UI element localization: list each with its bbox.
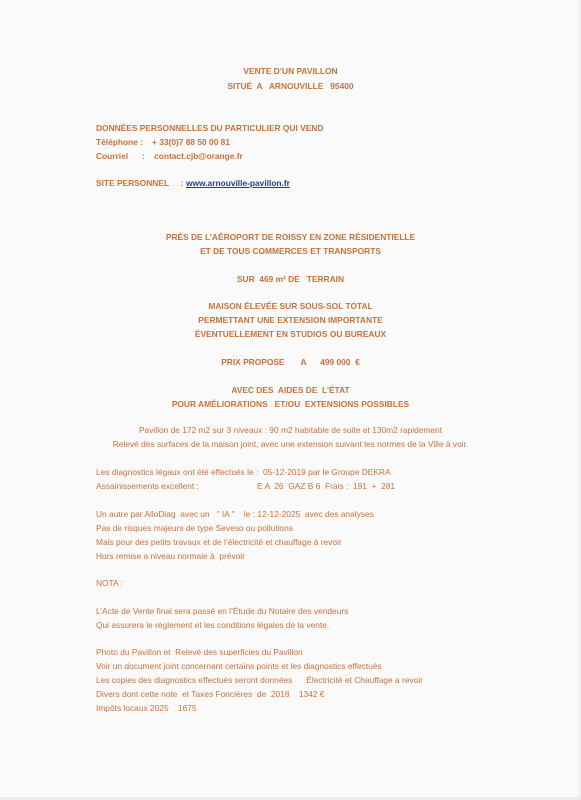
email-label: Courriel — [96, 151, 129, 161]
location-line-1: PRÈS DE L’AÉROPORT DE ROISSY EN ZONE RÉSIDENTIELLE — [165, 232, 416, 242]
phone-value: + 33(0)7 88 50 00 81 — [152, 137, 230, 147]
nota-line-1: L’Acte de Vente final sera passé en l’Étude du Notaire des vendeurs — [96, 606, 349, 616]
email-value: : contact.cjb@orange.fr — [142, 151, 243, 161]
nota-line-7: Impôts locaux 2025 1675 — [96, 703, 197, 713]
diagnostics-line-2: Assainissements excellent : E A 26 GAZ B 6 Frais : 191 + 281 — [96, 481, 396, 491]
house-line-3: ÉVENTUELLEMENT EN STUDIOS OU BUREAUX — [194, 329, 387, 339]
site-label: SITE PERSONNEL : — [96, 178, 184, 188]
nota-line-4: Voir un document joint concernant certains points et les diagnostics effectués — [96, 661, 382, 671]
pavillon-line-1: Pavillon de 172 m2 sur 3 niveaux : 90 m2 habitable de suite et 130m2 rapidement — [138, 425, 443, 435]
nota-line-3: Photo du Pavillon et Relevé des superficies du Pavillon — [96, 647, 303, 657]
house-line-1: MAISON ÉLEVÉE SUR SOUS-SOL TOTAL — [208, 301, 373, 311]
pavillon-line-2: Relevé des surfaces de la maison joint, avec une extension suivant les normes de la Ville à voir. — [112, 439, 469, 449]
phone-label: Téléphone : — [96, 137, 143, 147]
other-line-4: Hors remise a niveau normale à prévoir — [96, 551, 245, 561]
contact-heading: DONNÉES PERSONNELLES DU PARTICULIER QUI VEND — [96, 123, 324, 133]
land-area: SUR 469 m² DE TERRAIN — [236, 274, 345, 284]
aid-line-1: AVEC DES AIDES DE L’ÉTAT — [231, 385, 350, 395]
diagnostics-line-1: Les diagnostics légaux ont été effectués le : 05-12-2019 par le Groupe DEKRA — [96, 467, 391, 477]
other-line-3: Mais pour des petits travaux et de l’électricité et chauffage à revoir — [96, 537, 342, 547]
nota-line-5: Les copies des diagnostics effectués seront données Électricité et Chauffage a revoir — [96, 675, 423, 685]
aid-line-2: POUR AMÉLIORATIONS ET/OU EXTENSIONS POSSIBLES — [171, 399, 410, 409]
nota-line-6: Divers dont cette note et Taxes Foncières de 2018 1342 € — [96, 689, 325, 699]
website-link[interactable]: www.arnouville-pavillon.fr — [186, 178, 290, 188]
price: PRIX PROPOSE A 499 000 € — [221, 357, 360, 367]
other-line-1: Un autre par AlloDiag avec un " IA " le : 12-12-2025 avec des analyses — [96, 509, 374, 519]
house-line-2: PERMETTANT UNE EXTENSION IMPORTANTE — [198, 315, 383, 325]
nota-heading: NOTA : — [96, 578, 123, 588]
nota-line-2: Qui assurera le règlement et les conditions légales de la vente. — [96, 620, 330, 630]
title-line-1: VENTE D’UN PAVILLON — [243, 66, 338, 76]
other-line-2: Pas de risques majeurs de type Seveso ou pollutions — [96, 523, 293, 533]
title-line-2: SITUÉ A ARNOUVILLE 95400 — [227, 81, 354, 91]
location-line-2: ET DE TOUS COMMERCES ET TRANSPORTS — [200, 246, 381, 256]
